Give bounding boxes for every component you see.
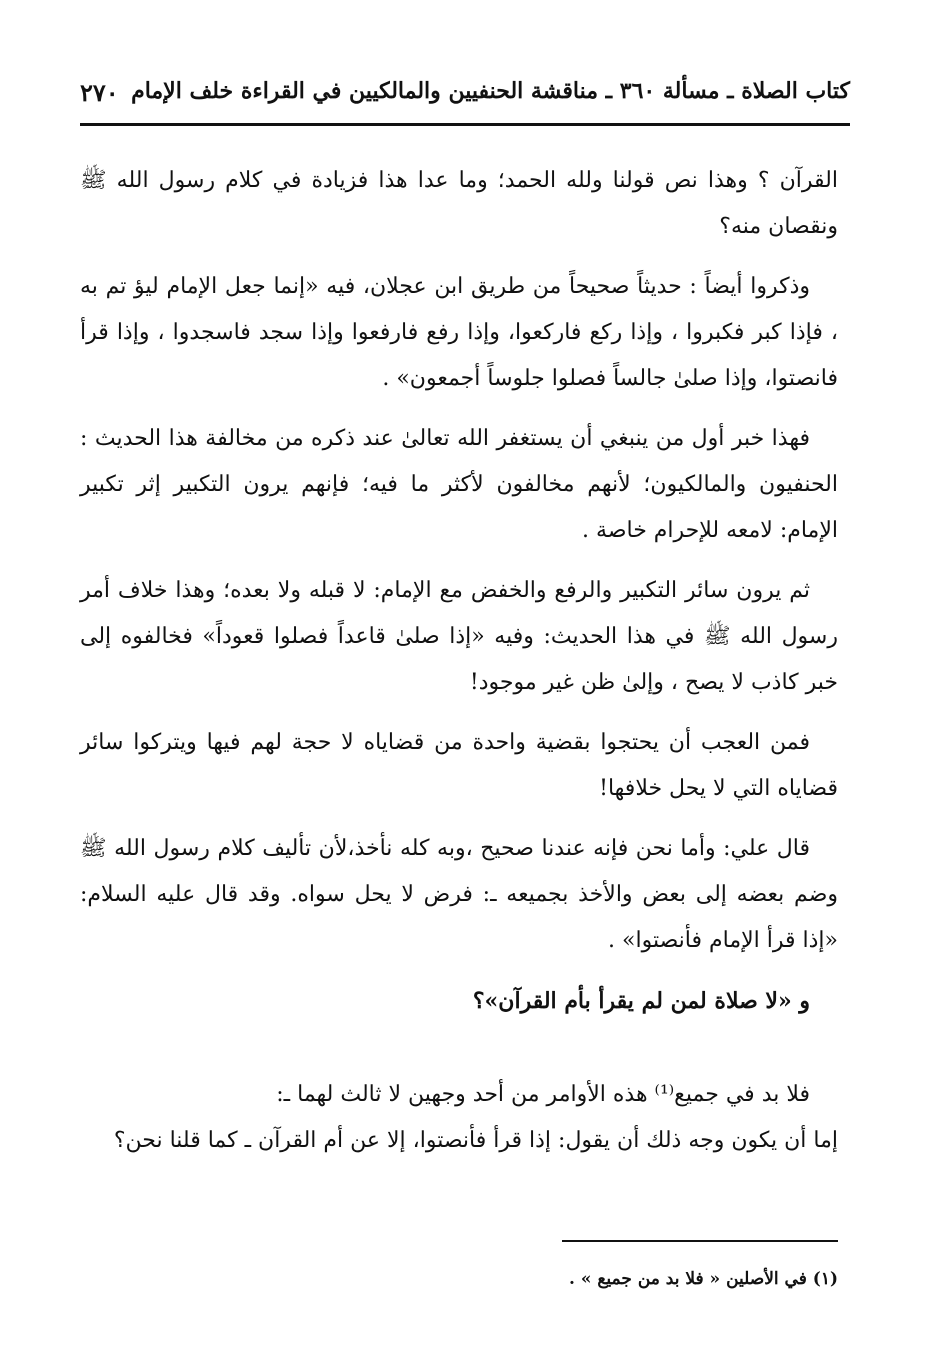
paragraph: وذكروا أيضاً : حديثاً صحيحاً من طريق ابن عجلان، فيه «إنما جعل الإمام ليؤ تم به ، فإذا كبر فكبروا ، وإذا ركع فاركعوا، وإذا رفع فارفعوا وإذا سجد فاسجدوا ، وإذا قرأ فانصتوا، وإذا صلىٰ جالساً فصلوا جلوساً أجمعون» . <box>80 274 838 391</box>
paragraph: فلا بد في جميع⁽¹⁾ هذه الأوامر من أحد وجهين لا ثالث لهما ـ: <box>276 1082 810 1107</box>
footnote: (١) في الأصلين « فلا بد من جميع » . <box>569 1269 838 1289</box>
spacer <box>80 1038 838 1072</box>
quoted-hadith: و «لا صلاة لمن لم يقرأ بأم القرآن»؟ <box>472 988 810 1014</box>
paragraph: إما أن يكون وجه ذلك أن يقول: إذا قرأ فأنصتوا، إلا عن أم القرآن ـ كما قلنا نحن؟ <box>113 1128 838 1153</box>
paragraph: قال علي: وأما نحن فإنه عندنا صحيح ،وبه كله نأخذ،لأن تأليف كلام رسول الله ﷺ وضم بعضه إلى بعض والأخذ بجميعه ـ: فرض لا يحل سواه. وقد قال عليه السلام: «إذا قرأ الإمام فأنصتوا» . <box>80 836 838 953</box>
paragraph: فمن العجب أن يحتجوا بقضية واحدة من قضاياه لا حجة لهم فيها ويتركوا سائر قضاياه التي لا يحل خلافها! <box>80 730 838 801</box>
page-number: ٢٧٠ <box>80 78 119 107</box>
running-header <box>80 78 850 114</box>
paragraph: فهذا خبر أول من ينبغي أن يستغفر الله تعالىٰ عند ذكره من مخالفة هذا الحديث : الحنفيون والمالكيون؛ لأنهم مخالفون لأكثر ما فيه؛ فإنهم يرون التكبير إثر تكبير الإمام: لامعه للإحرام خاصة . <box>80 426 838 543</box>
footnote-divider <box>562 1240 838 1242</box>
main-text <box>80 158 838 1178</box>
header-title: كتاب الصلاة ـ مسألة ٣٦٠ ـ مناقشة الحنفيين والمالكيين في القراءة خلف الإمام <box>131 78 850 104</box>
paragraph: ثم يرون سائر التكبير والرفع والخفض مع الإمام: لا قبله ولا بعده؛ وهذا خلاف أمر رسول الله ﷺ في هذا الحديث: وفيه «إذا صلىٰ قاعداً فصلوا قعوداً» فخالفوه إلى خبر كاذب لا يصح ، وإلىٰ ظن غير موجود! <box>80 578 838 695</box>
paragraph: القرآن ؟ وهذا نص قولنا ولله الحمد؛ وما عدا هذا فزيادة في كلام رسول الله ﷺ ونقصان منه؟ <box>80 168 838 239</box>
header-divider <box>80 123 850 126</box>
